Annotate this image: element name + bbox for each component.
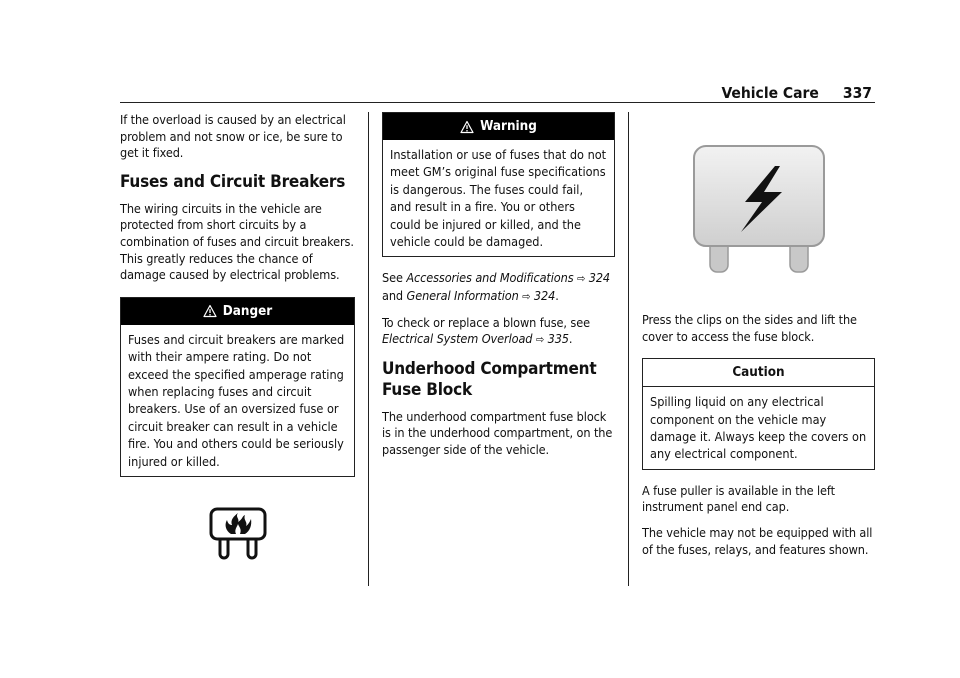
caution-text: Spilling liquid on any electrical component on the vehicle may damage it. Always keep the covers on any electrical component. [650,394,867,462]
body-paragraph: Press the clips on the sides and lift the cover to access the fuse block. [642,312,857,344]
see-references: See Accessories and Modifications ⇨ 324 and General Information ⇨ 324. [382,270,611,304]
column-1 [120,112,355,561]
see-prefix: See [382,270,403,286]
warning-triangle-icon [460,120,474,134]
page-number: 337 [842,84,872,102]
ref-accessories-link[interactable]: Accessories and Modifications [406,270,574,286]
ref-general-info-page[interactable]: 324 [533,288,556,304]
ref-overload-page[interactable]: 335 [547,331,569,347]
fuse-fire-figure [120,507,355,561]
fuse-lightning-icon [692,144,826,274]
warning-title: Warning [480,119,537,134]
danger-text: Fuses and circuit breakers are marked with their ampere rating. Do not exceed the specified amperage rating when replacing fuses and circuit breakers. Use of an oversized fuse or circuit breaker can result in a vehicle fire. You and others could be seriously injured or killed. [128,331,345,469]
warning-text: Installation or use of fuses that do not meet GM’s original fuse specifications is dangerous. The fuses could fail, and result in a fire. You or others could be injured or killed, and the vehicle could be damaged. [390,147,607,250]
page-ref-arrow-icon: ⇨ [522,290,531,304]
column-divider [628,112,629,586]
caution-box [642,358,875,470]
body-paragraph: The underhood compartment fuse block is in the underhood compartment, on the passenger side of the vehicle. [382,408,613,457]
page-header [721,84,872,102]
ref-general-info-link[interactable]: General Information [406,288,519,304]
caution-header [643,359,874,387]
warning-triangle-icon [203,304,217,318]
column-divider [368,112,369,586]
column-3 [642,112,875,567]
section-title: Vehicle Care [721,84,819,102]
danger-title: Danger [222,303,273,319]
warning-box [382,112,615,257]
page-ref-arrow-icon: ⇨ [577,272,586,286]
section-heading: Underhood Compartment Fuse Block [382,358,597,400]
body-paragraph: The wiring circuits in the vehicle are protected from short circuits by a combination of fuses and circuit breakers. This greatly reduces the chance of damage caused by electrical problems. [120,200,354,283]
section-heading: Fuses and Circuit Breakers [120,171,346,192]
check-fuse-paragraph: To check or replace a blown fuse, see Electrical System Overload ⇨ 335. [382,314,590,347]
caution-title: Caution [732,365,785,381]
ref-accessories-page[interactable]: 324 [588,270,611,286]
danger-box [120,297,355,477]
warning-header [383,113,614,140]
fuse-fire-icon [209,507,267,561]
body-paragraph: A fuse puller is available in the left instrument panel end cap. [642,482,835,515]
body-paragraph: The vehicle may not be equipped with all of the fuses, relays, and features shown. [642,525,873,557]
check-prefix: To check or replace a blown fuse, see [382,314,590,330]
ref-overload-link[interactable]: Electrical System Overload [382,331,533,347]
page-ref-arrow-icon: ⇨ [535,333,545,347]
intro-paragraph: If the overload is caused by an electrical problem and not snow or ice, be sure to get it fixed. [120,112,346,161]
danger-header [121,298,354,325]
ref-conjunction: and [382,288,404,304]
header-rule [120,102,875,103]
column-2 [382,112,615,468]
fuse-block-figure [642,144,875,274]
